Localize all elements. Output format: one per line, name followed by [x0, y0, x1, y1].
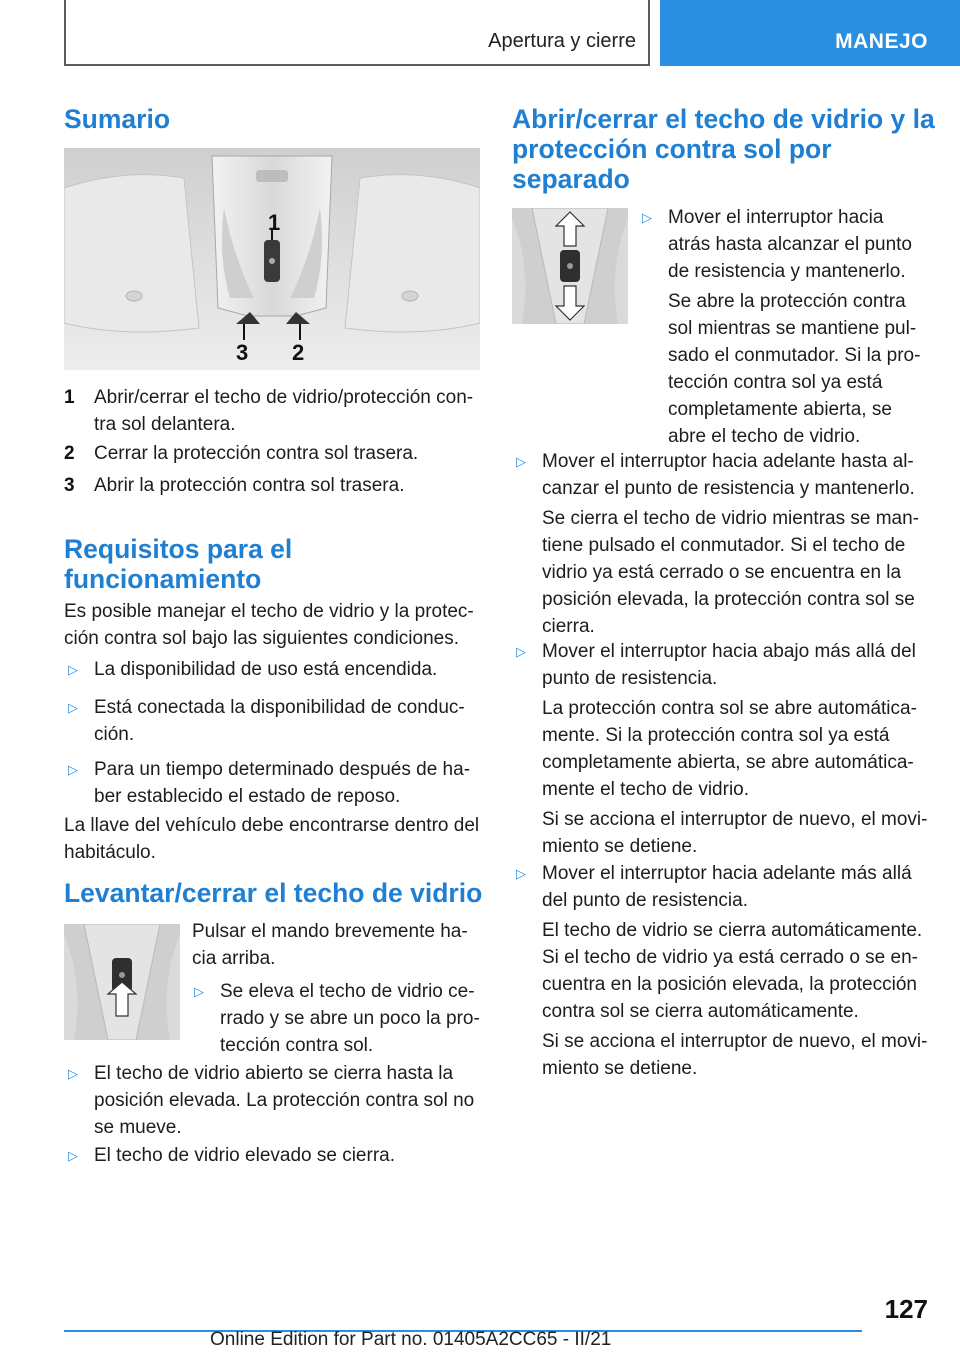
- levantar-heading: Levantar/cerrar el techo de vidrio: [64, 878, 483, 908]
- requisitos-intro: Es posible manejar el techo de vidrio y la protec-: [64, 601, 474, 622]
- list-item-subtext: Se cierra el techo de vidrio mientras se man-: [542, 508, 919, 529]
- list-item-text: canzar el punto de resistencia y mantenerlo.: [542, 478, 915, 499]
- legend-number: 1: [64, 387, 75, 408]
- list-item-text: Mover el interruptor hacia abajo más allá del: [542, 641, 916, 662]
- levantar-intro: Pulsar el mando brevemente ha-: [192, 921, 468, 942]
- requisitos-intro: ción contra sol bajo las siguientes condiciones.: [64, 628, 460, 649]
- separado-heading-line2: protección contra sol por: [512, 134, 832, 164]
- list-item-subtext: completamente abierta, se abre automática-: [542, 752, 914, 773]
- list-item-text: Se eleva el techo de vidrio ce-: [220, 981, 475, 1002]
- triangle-right-outline-icon: ▷: [642, 210, 652, 225]
- triangle-right-outline-icon: ▷: [194, 984, 204, 999]
- switch-up-figure: [64, 924, 180, 1040]
- list-item-subtext: cuentra en la posición elevada, la protección: [542, 974, 917, 995]
- switch-press-up-illustration: [64, 924, 180, 1040]
- header-section-box: [64, 0, 650, 66]
- list-item-subtext: abre el techo de vidrio.: [668, 426, 861, 447]
- list-item-text: El techo de vidrio elevado se cierra.: [94, 1145, 395, 1166]
- triangle-right-outline-icon: ▷: [516, 644, 526, 659]
- list-item-text: Mover el interruptor hacia adelante más allá: [542, 863, 912, 884]
- list-item-subtext: tiene pulsado el conmutador. Si el techo de: [542, 535, 906, 556]
- list-item-text: atrás hasta alcanzar el punto: [668, 234, 912, 255]
- list-item-subtext: mente. Si la protección contra sol ya está: [542, 725, 890, 746]
- list-item-text: se mueve.: [94, 1117, 182, 1138]
- overhead-console-illustration: [64, 148, 480, 370]
- header-chapter-tab: [660, 0, 960, 66]
- list-item-subtext: miento se detiene.: [542, 1058, 698, 1079]
- figure-label-1: 1: [268, 210, 281, 235]
- legend-text: Cerrar la protección contra sol trasera.: [94, 443, 419, 464]
- legend-text: Abrir la protección contra sol trasera.: [94, 475, 405, 496]
- list-item-subtext: miento se detiene.: [542, 836, 698, 857]
- list-item-text: Mover el interruptor hacia adelante hasta al-: [542, 451, 914, 472]
- list-item-subtext: Se abre la protección contra: [668, 291, 906, 312]
- switch-updown-figure: [512, 208, 628, 324]
- triangle-right-outline-icon: ▷: [68, 762, 78, 777]
- figure-label-3: 3: [236, 340, 249, 365]
- header-section-title: Apertura y cierre: [488, 30, 636, 52]
- list-item-text: del punto de resistencia.: [542, 890, 748, 911]
- triangle-right-outline-icon: ▷: [516, 454, 526, 469]
- legend-text: tra sol delantera.: [94, 414, 236, 435]
- list-item-subtext: sol mientras se mantiene pul-: [668, 318, 917, 339]
- footer-edition: Online Edition for Part no. 01405A2CC65 - II/21: [210, 1329, 612, 1350]
- list-item-text: rrado y se abre un poco la pro-: [220, 1008, 480, 1029]
- list-item-text: Mover el interruptor hacia: [668, 207, 884, 228]
- list-item-subtext: posición elevada, la protección contra sol se: [542, 589, 915, 610]
- list-item-subtext: Si se acciona el interruptor de nuevo, el movi-: [542, 809, 928, 830]
- triangle-right-outline-icon: ▷: [68, 700, 78, 715]
- triangle-right-outline-icon: ▷: [516, 866, 526, 881]
- list-item-subtext: vidrio ya está cerrado o se encuentra en la: [542, 562, 902, 583]
- list-item-subtext: completamente abierta, se: [668, 399, 892, 420]
- requisitos-note: habitáculo.: [64, 842, 156, 863]
- legend-number: 2: [64, 443, 75, 464]
- requisitos-heading-line2: funcionamiento: [64, 564, 262, 594]
- list-item-subtext: Si se acciona el interruptor de nuevo, el movi-: [542, 1031, 928, 1052]
- requisitos-heading-line1: Requisitos para el: [64, 534, 293, 564]
- list-item-text: posición elevada. La protección contra sol no: [94, 1090, 475, 1111]
- list-item-text: ber establecido el estado de reposo.: [94, 786, 401, 807]
- separado-heading-line3: separado: [512, 164, 630, 194]
- page-number: 127: [884, 1294, 928, 1324]
- levantar-intro: cia arriba.: [192, 948, 276, 969]
- triangle-right-outline-icon: ▷: [68, 1066, 78, 1081]
- list-item-subtext: El techo de vidrio se cierra automáticamente.: [542, 920, 923, 941]
- list-item-text: ción.: [94, 724, 135, 745]
- list-item-subtext: Si el techo de vidrio ya está cerrado o se en-: [542, 947, 918, 968]
- list-item-subtext: cierra.: [542, 616, 595, 637]
- separado-heading-line1: Abrir/cerrar el techo de vidrio y la: [512, 104, 935, 134]
- figure-label-2: 2: [292, 340, 305, 365]
- triangle-right-outline-icon: ▷: [68, 1148, 78, 1163]
- switch-press-up-down-illustration: [512, 208, 628, 324]
- header-chapter-title: MANEJO: [835, 30, 928, 53]
- requisitos-note: La llave del vehículo debe encontrarse dentro del: [64, 815, 480, 836]
- list-item-text: tección contra sol.: [220, 1035, 374, 1056]
- list-item-subtext: sado el conmutador. Si la pro-: [668, 345, 921, 366]
- overhead-console-figure: [64, 148, 480, 370]
- list-item-subtext: La protección contra sol se abre automática-: [542, 698, 917, 719]
- legend-number: 3: [64, 475, 75, 496]
- triangle-right-outline-icon: ▷: [68, 662, 78, 677]
- list-item-text: de resistencia y mantenerlo.: [668, 261, 906, 282]
- list-item-text: El techo de vidrio abierto se cierra hasta la: [94, 1063, 454, 1084]
- sumario-heading: Sumario: [64, 104, 171, 134]
- list-item-subtext: contra sol se cierra automáticamente.: [542, 1001, 859, 1022]
- list-item-subtext: tección contra sol ya está: [668, 372, 883, 393]
- list-item-text: La disponibilidad de uso está encendida.: [94, 659, 438, 680]
- list-item-text: Para un tiempo determinado después de ha-: [94, 759, 471, 780]
- legend-text: Abrir/cerrar el techo de vidrio/protección con-: [94, 387, 474, 408]
- list-item-subtext: mente el techo de vidrio.: [542, 779, 750, 800]
- list-item-text: Está conectada la disponibilidad de conduc-: [94, 697, 465, 718]
- list-item-text: punto de resistencia.: [542, 668, 718, 689]
